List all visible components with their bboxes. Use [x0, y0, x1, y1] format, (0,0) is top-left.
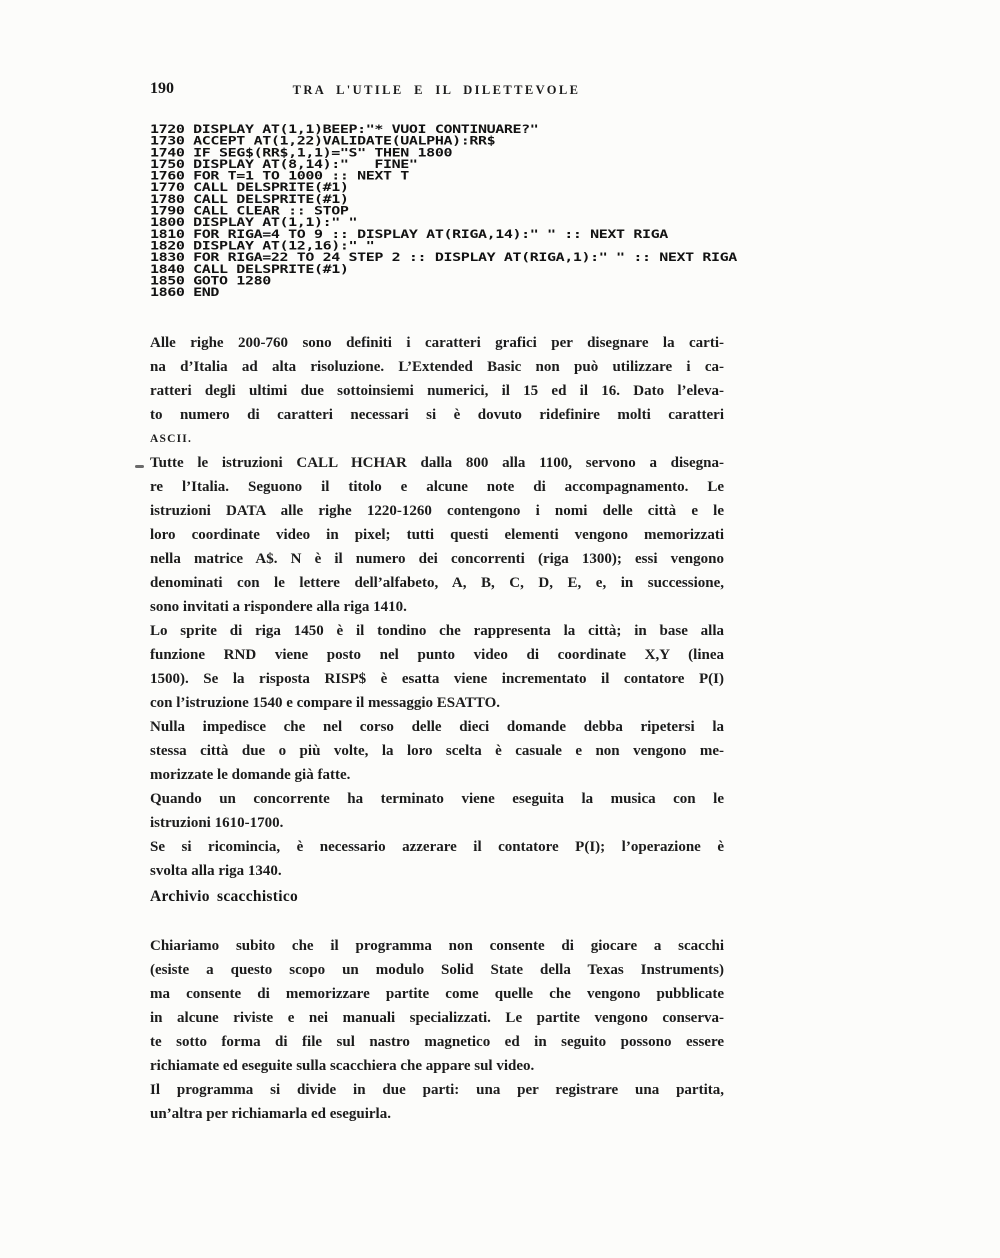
text-line: loro coordinate video in pixel; tutti questi elementi vengono memorizzati: [150, 527, 724, 543]
paragraph: [150, 835, 724, 883]
text-line: sono invitati a rispondere alla riga 1410.: [150, 599, 407, 615]
text-line: Quando un concorrente ha terminato viene eseguita la musica con le: [150, 791, 724, 807]
section-heading: Archivio scacchistico: [150, 888, 299, 905]
code-line: 1810 FOR RIGA=4 TO 9 :: DISPLAY AT(RIGA,14):" " :: NEXT RIGA: [150, 227, 668, 241]
paragraph: [150, 787, 724, 835]
text-line: ASCII.: [150, 433, 193, 445]
text-line: Chiariamo subito che il programma non consente di giocare a scacchi: [150, 938, 724, 954]
text-line: Lo sprite di riga 1450 è il tondino che rappresenta la città; in base alla: [150, 623, 724, 639]
code-line: 1730 ACCEPT AT(1,22)VALIDATE(UALPHA):RR$: [150, 134, 496, 148]
text-line: denominati con le lettere dell’alfabeto, A, B, C, D, E, e, in successione,: [150, 575, 724, 591]
text-line: con l’istruzione 1540 e compare il messaggio ESATTO.: [150, 695, 500, 711]
code-line: 1850 GOTO 1280: [150, 273, 271, 288]
text-line: (esiste a questo scopo un modulo Solid State della Texas Instruments): [150, 962, 724, 978]
code-line: 1820 DISPLAY AT(12,16):" ": [150, 238, 375, 253]
code-line: 1760 FOR T=1 TO 1000 :: NEXT T: [150, 168, 409, 183]
text-line: na d’Italia ad alta risoluzione. L’Extended Basic non può utilizzare i ca-: [150, 359, 724, 375]
text-line: stessa città due o più volte, la loro scelta è casuale e non vengono me-: [150, 743, 724, 759]
section-text: [150, 934, 724, 1126]
code-line: 1790 CALL CLEAR :: STOP: [150, 203, 349, 218]
code-line: 1860 END: [150, 285, 220, 299]
code-line: 1740 IF SEG$(RR$,1,1)="S" THEN 1800: [150, 145, 453, 160]
margin-tick-mark: [135, 465, 144, 468]
text-line: nella matrice A$. N è il numero dei concorrenti (riga 1300); essi vengono: [150, 551, 724, 567]
text-line: to numero di caratteri necessari si è dovuto ridefinire molti caratteri: [150, 407, 724, 423]
text-line: richiamate ed eseguite sulla scacchiera che appare sul video.: [150, 1058, 535, 1074]
paragraph: [150, 934, 724, 1078]
text-line: un’altra per richiamarla ed eseguirla.: [150, 1106, 391, 1122]
text-line: ma consente di memorizzare partite come quelle che vengono pubblicate: [150, 986, 724, 1002]
text-line: Il programma si divide in due parti: una per registrare una partita,: [150, 1082, 724, 1098]
text-line: in alcune riviste e nei manuali specializzati. Le partite vengono conserva-: [150, 1010, 724, 1026]
text-line: morizzate le domande già fatte.: [150, 767, 351, 783]
text-line: te sotto forma di file sul nastro magnetico ed in seguito possono essere: [150, 1034, 724, 1050]
paragraph: [150, 619, 724, 715]
paragraph: [150, 1078, 724, 1126]
code-line: 1830 FOR RIGA=22 TO 24 STEP 2 :: DISPLAY AT(RIGA,1):" " :: NEXT RIGA: [150, 250, 737, 265]
text-line: 1500). Se la risposta RISP$ è esatta viene incrementato il contatore P(I): [150, 671, 724, 687]
paragraph: [150, 715, 724, 787]
text-line: Se si ricomincia, è necessario azzerare il contatore P(I); l’operazione è: [150, 839, 724, 855]
paragraph: [150, 451, 724, 619]
running-header: [150, 80, 723, 100]
text-line: funzione RND viene posto nel punto video di coordinate X,Y (linea: [150, 647, 724, 663]
code-line: 1780 CALL DELSPRITE(#1): [150, 192, 349, 206]
page-number: 190: [150, 80, 174, 97]
text-line: Tutte le istruzioni CALL HCHAR dalla 800 alla 1100, servono a disegna-: [150, 455, 724, 471]
code-line: 1720 DISPLAY AT(1,1)BEEP:"* VUOI CONTINUARE?": [150, 122, 539, 137]
text-line: ratteri degli ultimi due sottoinsiemi numerici, il 15 ed il 16. Dato l’eleva-: [150, 383, 724, 399]
text-line: Alle righe 200-760 sono definiti i caratteri grafici per disegnare la carti-: [150, 335, 724, 351]
text-line: Nulla impedisce che nel corso delle dieci domande debba ripetersi la: [150, 719, 724, 735]
code-line: 1770 CALL DELSPRITE(#1): [150, 180, 349, 195]
text-line: istruzioni 1610-1700.: [150, 815, 284, 831]
running-title: TRA L'UTILE E IL DILETTEVOLE: [292, 83, 581, 97]
body-text: [150, 331, 724, 883]
text-line: svolta alla riga 1340.: [150, 863, 282, 879]
text-line: istruzioni DATA alle righe 1220-1260 contengono i nomi delle città e le: [150, 503, 724, 519]
text-line: re l’Italia. Seguono il titolo e alcune note di accompagnamento. Le: [150, 479, 724, 495]
code-line: 1800 DISPLAY AT(1,1):" ": [150, 215, 358, 230]
code-listing: [150, 124, 737, 298]
code-line: 1750 DISPLAY AT(8,14):" FINE": [150, 157, 418, 172]
code-line: 1840 CALL DELSPRITE(#1): [150, 261, 349, 276]
paragraph: [150, 331, 724, 451]
